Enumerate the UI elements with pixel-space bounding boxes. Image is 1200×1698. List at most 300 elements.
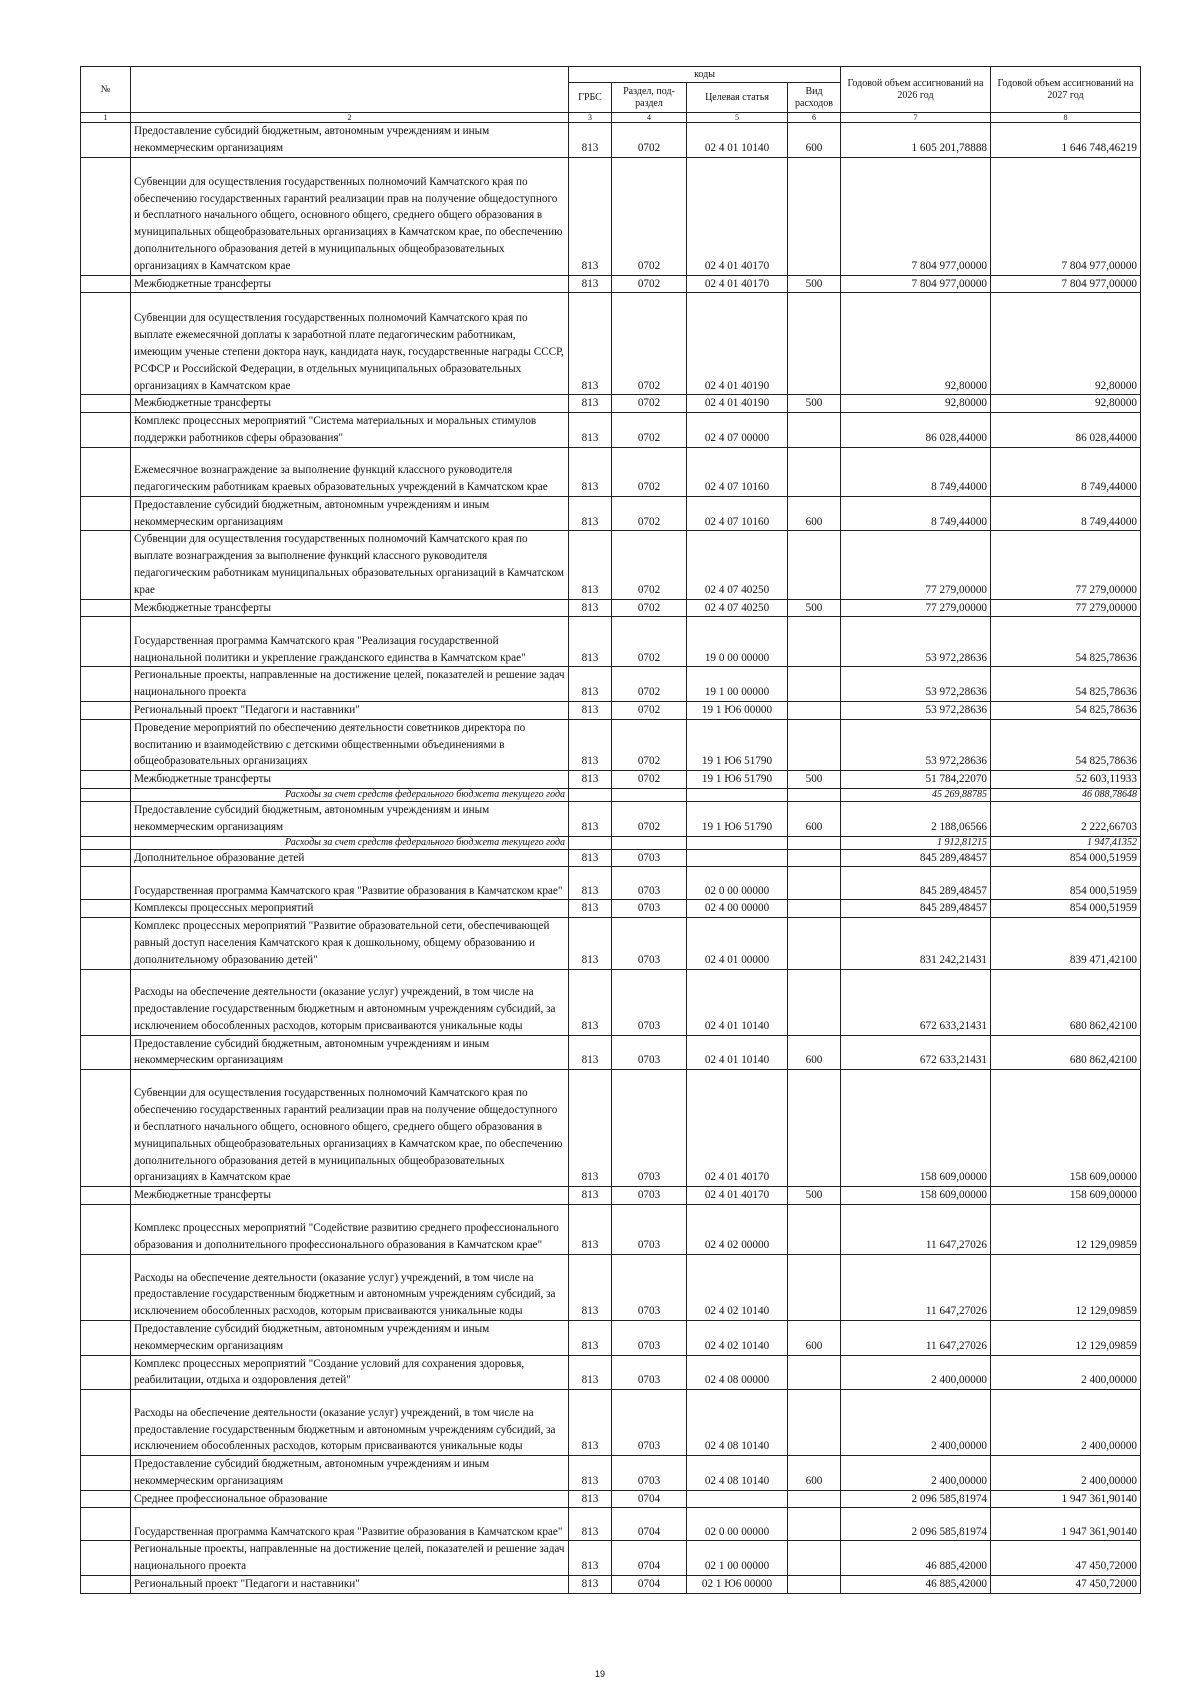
row-volume-2027: 1 947 361,90140 [991, 1508, 1141, 1541]
row-target-article: 02 4 01 00000 [687, 918, 788, 969]
row-grbs: 813 [569, 1254, 612, 1320]
row-expense-type [788, 1541, 841, 1576]
table-row-federal [81, 836, 1141, 849]
table-row-federal [81, 788, 1141, 801]
column-number: 2 [131, 113, 569, 123]
row-number [81, 1541, 131, 1576]
row-grbs: 813 [569, 1204, 612, 1254]
row-volume-2026: 831 242,21431 [841, 918, 991, 969]
row-expense-type [788, 447, 841, 496]
row-razdel: 0702 [612, 447, 687, 496]
row-target-article: 02 1 00 00000 [687, 1541, 788, 1576]
row-volume-2027: 1 947,41352 [991, 836, 1141, 849]
row-expense-type: 600 [788, 1035, 841, 1070]
row-volume-2026: 845 289,48457 [841, 900, 991, 918]
row-expense-type [788, 293, 841, 395]
row-expense-type [788, 969, 841, 1035]
row-volume-2027: 7 804 977,00000 [991, 157, 1141, 275]
table-row [81, 123, 1141, 158]
row-razdel: 0704 [612, 1541, 687, 1576]
row-razdel: 0702 [612, 293, 687, 395]
row-number [81, 867, 131, 900]
row-number [81, 1456, 131, 1491]
row-volume-2026: 845 289,48457 [841, 867, 991, 900]
row-name: Предоставление субсидий бюджетным, автономным учреждениям и иным некоммерческим организациям [131, 496, 569, 531]
row-volume-2026: 53 972,28636 [841, 719, 991, 770]
row-volume-2027: 54 825,78636 [991, 701, 1141, 719]
row-expense-type [788, 157, 841, 275]
row-number [81, 496, 131, 531]
row-expense-type: 600 [788, 801, 841, 836]
row-expense-type [788, 836, 841, 849]
row-target-article: 02 4 00 00000 [687, 900, 788, 918]
row-name: Субвенции для осуществления государственных полномочий Камчатского края по выплате вознаграждения за выполнение функций классного руководителя педагогическим работникам муниципальных образовательных организаций в Камчатском крае [131, 531, 569, 599]
row-volume-2027: 854 000,51959 [991, 900, 1141, 918]
row-target-article: 02 4 01 40190 [687, 293, 788, 395]
row-number [81, 395, 131, 413]
row-target-article: 19 1 Ю6 51790 [687, 719, 788, 770]
table-row [81, 1541, 1141, 1576]
row-name: Комплекс процессных мероприятий "Развитие образовательной сети, обеспечивающей равный доступ населения Камчатского края к дошкольному, общему образованию и дополнительному образованию детей" [131, 918, 569, 969]
row-grbs [569, 788, 612, 801]
row-volume-2027: 7 804 977,00000 [991, 275, 1141, 293]
row-volume-2026: 77 279,00000 [841, 599, 991, 617]
row-volume-2026: 7 804 977,00000 [841, 275, 991, 293]
row-grbs: 813 [569, 667, 612, 702]
row-target-article: 02 4 01 10140 [687, 123, 788, 158]
row-expense-type [788, 531, 841, 599]
row-volume-2026: 8 749,44000 [841, 496, 991, 531]
row-volume-2027: 2 400,00000 [991, 1355, 1141, 1390]
row-number [81, 849, 131, 867]
row-volume-2027: 54 825,78636 [991, 617, 1141, 667]
header-volume-2027: Годовой объем ассигнований на 2027 год [991, 67, 1141, 113]
budget-table [80, 66, 1141, 1594]
row-volume-2026: 92,80000 [841, 395, 991, 413]
row-grbs: 813 [569, 496, 612, 531]
row-expense-type: 500 [788, 599, 841, 617]
row-volume-2027: 77 279,00000 [991, 531, 1141, 599]
row-volume-2027: 1 646 748,46219 [991, 123, 1141, 158]
row-number [81, 1576, 131, 1594]
row-razdel: 0704 [612, 1576, 687, 1594]
row-volume-2026: 53 972,28636 [841, 667, 991, 702]
table-row [81, 413, 1141, 448]
row-volume-2027: 839 471,42100 [991, 918, 1141, 969]
row-volume-2026: 158 609,00000 [841, 1187, 991, 1205]
row-volume-2027: 854 000,51959 [991, 849, 1141, 867]
table-row [81, 1456, 1141, 1491]
header-grbs: ГРБС [569, 83, 612, 113]
row-target-article: 02 0 00 00000 [687, 1508, 788, 1541]
row-number [81, 918, 131, 969]
row-razdel: 0703 [612, 867, 687, 900]
row-grbs: 813 [569, 157, 612, 275]
row-grbs: 813 [569, 599, 612, 617]
row-target-article: 02 4 01 40170 [687, 157, 788, 275]
row-target-article: 02 4 08 10140 [687, 1390, 788, 1456]
table-row [81, 599, 1141, 617]
row-grbs: 813 [569, 801, 612, 836]
table-row [81, 701, 1141, 719]
row-target-article: 02 4 01 40170 [687, 1070, 788, 1187]
row-grbs: 813 [569, 275, 612, 293]
row-number [81, 599, 131, 617]
header-num: № [81, 67, 131, 113]
row-grbs: 813 [569, 719, 612, 770]
row-name: Расходы на обеспечение деятельности (оказание услуг) учреждений, в том числе на предоставление государственным бюджетным и автономным учреждениям субсидий, за исключением обособленных расходов, которым присваиваются уникальные коды [131, 1390, 569, 1456]
table-row [81, 1320, 1141, 1355]
row-razdel: 0703 [612, 1070, 687, 1187]
row-number [81, 293, 131, 395]
row-razdel: 0702 [612, 801, 687, 836]
row-grbs: 813 [569, 1456, 612, 1491]
row-grbs: 813 [569, 1390, 612, 1456]
row-expense-type [788, 1254, 841, 1320]
row-number [81, 1070, 131, 1187]
row-name: Предоставление субсидий бюджетным, автономным учреждениям и иным некоммерческим организациям [131, 801, 569, 836]
row-name: Расходы за счет средств федерального бюджета текущего года [131, 836, 569, 849]
row-expense-type [788, 413, 841, 448]
row-expense-type [788, 918, 841, 969]
row-expense-type: 500 [788, 1187, 841, 1205]
header-target-article: Целевая статья [687, 83, 788, 113]
row-grbs: 813 [569, 1576, 612, 1594]
table-row [81, 719, 1141, 770]
row-volume-2027: 92,80000 [991, 395, 1141, 413]
row-number [81, 413, 131, 448]
row-razdel: 0703 [612, 1204, 687, 1254]
row-grbs: 813 [569, 771, 612, 789]
row-name: Проведение мероприятий по обеспечению деятельности советников директора по воспитанию и взаимодействию с детскими общественными объединениями в общеобразовательных организациях [131, 719, 569, 770]
row-volume-2026: 86 028,44000 [841, 413, 991, 448]
row-target-article [687, 836, 788, 849]
row-grbs: 813 [569, 617, 612, 667]
row-volume-2026: 8 749,44000 [841, 447, 991, 496]
row-name: Субвенции для осуществления государственных полномочий Камчатского края по выплате ежемесячной доплаты к заработной плате педагогическим работникам, имеющим ученые степени доктора наук, кандидата наук, государственные награды СССР, РСФСР и Российской Федерации, в отдельных муниципальных образовательных организациях в Камчатском крае [131, 293, 569, 395]
row-number [81, 836, 131, 849]
row-target-article: 02 4 07 10160 [687, 447, 788, 496]
row-razdel: 0703 [612, 1390, 687, 1456]
row-name: Ежемесячное вознаграждение за выполнение функций классного руководителя педагогическим работникам краевых образовательных учреждений в Камчатском крае [131, 447, 569, 496]
table-row [81, 293, 1141, 395]
row-target-article: 02 4 02 10140 [687, 1254, 788, 1320]
row-volume-2027: 8 749,44000 [991, 496, 1141, 531]
table-row [81, 918, 1141, 969]
row-target-article [687, 1490, 788, 1508]
row-grbs: 813 [569, 395, 612, 413]
header-volume-2026: Годовой объем ассигнований на 2026 год [841, 67, 991, 113]
row-volume-2027: 46 088,78648 [991, 788, 1141, 801]
row-volume-2026: 92,80000 [841, 293, 991, 395]
row-volume-2026: 45 269,88785 [841, 788, 991, 801]
row-number [81, 900, 131, 918]
row-target-article: 02 4 01 40190 [687, 395, 788, 413]
row-razdel: 0703 [612, 900, 687, 918]
row-expense-type [788, 1355, 841, 1390]
row-number [81, 801, 131, 836]
row-target-article: 19 0 00 00000 [687, 617, 788, 667]
table-row [81, 667, 1141, 702]
row-volume-2026: 11 647,27026 [841, 1254, 991, 1320]
row-grbs: 813 [569, 1187, 612, 1205]
table-row [81, 447, 1141, 496]
row-expense-type [788, 849, 841, 867]
row-name: Комплекс процессных мероприятий "Система материальных и моральных стимулов поддержки работников сферы образования" [131, 413, 569, 448]
row-volume-2026: 2 400,00000 [841, 1390, 991, 1456]
table-row [81, 1204, 1141, 1254]
row-target-article: 19 1 00 00000 [687, 667, 788, 702]
row-volume-2027: 158 609,00000 [991, 1187, 1141, 1205]
row-target-article: 02 4 07 40250 [687, 531, 788, 599]
row-razdel: 0702 [612, 395, 687, 413]
column-number: 4 [612, 113, 687, 123]
row-name: Государственная программа Камчатского края "Реализация государственной национальной политики и укрепление гражданского единства в Камчатском крае" [131, 617, 569, 667]
row-name: Предоставление субсидий бюджетным, автономным учреждениям и иным некоммерческим организациям [131, 123, 569, 158]
row-razdel: 0703 [612, 1254, 687, 1320]
row-razdel: 0702 [612, 617, 687, 667]
table-row [81, 1355, 1141, 1390]
column-number: 6 [788, 113, 841, 123]
row-name: Межбюджетные трансферты [131, 275, 569, 293]
row-expense-type: 600 [788, 496, 841, 531]
row-expense-type: 600 [788, 1320, 841, 1355]
row-volume-2027: 12 129,09859 [991, 1320, 1141, 1355]
row-number [81, 1508, 131, 1541]
row-grbs: 813 [569, 1490, 612, 1508]
row-volume-2027: 8 749,44000 [991, 447, 1141, 496]
row-grbs: 813 [569, 1035, 612, 1070]
row-number [81, 667, 131, 702]
row-grbs: 813 [569, 1355, 612, 1390]
row-razdel [612, 836, 687, 849]
column-number: 7 [841, 113, 991, 123]
column-number: 1 [81, 113, 131, 123]
row-grbs: 813 [569, 900, 612, 918]
table-row [81, 496, 1141, 531]
row-name: Среднее профессиональное образование [131, 1490, 569, 1508]
row-number [81, 701, 131, 719]
row-target-article: 19 1 Ю6 00000 [687, 701, 788, 719]
row-razdel: 0703 [612, 849, 687, 867]
row-name: Расходы за счет средств федерального бюджета текущего года [131, 788, 569, 801]
row-razdel: 0702 [612, 701, 687, 719]
row-volume-2027: 680 862,42100 [991, 1035, 1141, 1070]
row-expense-type [788, 1204, 841, 1254]
row-grbs: 813 [569, 447, 612, 496]
row-razdel: 0702 [612, 667, 687, 702]
budget-table-container [80, 66, 1140, 1594]
row-razdel: 0703 [612, 1320, 687, 1355]
row-volume-2026: 53 972,28636 [841, 701, 991, 719]
row-razdel: 0702 [612, 771, 687, 789]
column-number: 8 [991, 113, 1141, 123]
row-target-article: 02 4 08 00000 [687, 1355, 788, 1390]
row-razdel: 0702 [612, 599, 687, 617]
table-row [81, 867, 1141, 900]
row-volume-2027: 47 450,72000 [991, 1541, 1141, 1576]
row-grbs: 813 [569, 531, 612, 599]
row-name: Субвенции для осуществления государственных полномочий Камчатского края по обеспечению государственных гарантий реализации прав на получение общедоступного и бесплатного начального общего, основного общего, среднего общего образования в муниципальных общеобразовательных организациях в Камчатском крае, по обеспечению дополнительного образования детей в муниципальных общеобразовательных организациях в Камчатском крае [131, 157, 569, 275]
row-number [81, 123, 131, 158]
row-volume-2027: 680 862,42100 [991, 969, 1141, 1035]
row-name: Региональный проект "Педагоги и наставники" [131, 1576, 569, 1594]
row-volume-2026: 2 096 585,81974 [841, 1508, 991, 1541]
row-volume-2027: 2 222,66703 [991, 801, 1141, 836]
row-name: Комплексы процессных мероприятий [131, 900, 569, 918]
row-name: Межбюджетные трансферты [131, 395, 569, 413]
row-name: Государственная программа Камчатского края "Развитие образования в Камчатском крае" [131, 1508, 569, 1541]
row-volume-2027: 12 129,09859 [991, 1204, 1141, 1254]
row-number [81, 1320, 131, 1355]
row-target-article: 02 4 01 10140 [687, 969, 788, 1035]
table-row [81, 531, 1141, 599]
row-razdel: 0702 [612, 157, 687, 275]
row-grbs: 813 [569, 1070, 612, 1187]
row-volume-2027: 47 450,72000 [991, 1576, 1141, 1594]
row-razdel: 0703 [612, 1035, 687, 1070]
row-number [81, 771, 131, 789]
row-volume-2026: 1 605 201,78888 [841, 123, 991, 158]
header-codes: коды [569, 67, 841, 83]
row-name: Региональные проекты, направленные на достижение целей, показателей и решение задач национального проекта [131, 1541, 569, 1576]
column-number: 5 [687, 113, 788, 123]
row-target-article: 02 4 02 00000 [687, 1204, 788, 1254]
row-number [81, 1254, 131, 1320]
row-volume-2027: 77 279,00000 [991, 599, 1141, 617]
page-number: 19 [594, 1669, 605, 1679]
row-razdel: 0702 [612, 123, 687, 158]
table-row [81, 1508, 1141, 1541]
row-grbs: 813 [569, 849, 612, 867]
row-name: Межбюджетные трансферты [131, 599, 569, 617]
row-volume-2026: 53 972,28636 [841, 617, 991, 667]
row-volume-2027: 2 400,00000 [991, 1456, 1141, 1491]
table-row [81, 1070, 1141, 1187]
row-expense-type [788, 667, 841, 702]
row-volume-2026: 7 804 977,00000 [841, 157, 991, 275]
row-razdel: 0702 [612, 719, 687, 770]
row-number [81, 157, 131, 275]
row-target-article: 02 4 01 40170 [687, 1187, 788, 1205]
row-expense-type [788, 719, 841, 770]
row-expense-type [788, 1576, 841, 1594]
row-number [81, 1390, 131, 1456]
row-number [81, 719, 131, 770]
row-expense-type: 500 [788, 395, 841, 413]
row-name: Предоставление субсидий бюджетным, автономным учреждениям и иным некоммерческим организациям [131, 1320, 569, 1355]
row-razdel: 0703 [612, 918, 687, 969]
row-number [81, 1355, 131, 1390]
row-volume-2027: 54 825,78636 [991, 719, 1141, 770]
row-razdel: 0703 [612, 1355, 687, 1390]
row-name: Расходы на обеспечение деятельности (оказание услуг) учреждений, в том числе на предоставление государственным бюджетным и автономным учреждениям субсидий, за исключением обособленных расходов, которым присваиваются уникальные коды [131, 969, 569, 1035]
table-body [81, 123, 1141, 1594]
table-row [81, 395, 1141, 413]
row-target-article: 02 4 07 10160 [687, 496, 788, 531]
row-name: Межбюджетные трансферты [131, 1187, 569, 1205]
table-row [81, 849, 1141, 867]
row-razdel: 0702 [612, 275, 687, 293]
row-number [81, 1490, 131, 1508]
table-row [81, 275, 1141, 293]
row-target-article: 19 1 Ю6 51790 [687, 801, 788, 836]
row-target-article: 02 0 00 00000 [687, 867, 788, 900]
row-expense-type [788, 701, 841, 719]
row-expense-type [788, 900, 841, 918]
row-number [81, 447, 131, 496]
row-target-article [687, 849, 788, 867]
row-target-article: 02 4 07 00000 [687, 413, 788, 448]
row-volume-2027: 86 028,44000 [991, 413, 1141, 448]
table-row [81, 1576, 1141, 1594]
row-target-article: 02 4 02 10140 [687, 1320, 788, 1355]
row-grbs: 813 [569, 413, 612, 448]
row-grbs: 813 [569, 293, 612, 395]
table-row [81, 1187, 1141, 1205]
row-expense-type: 500 [788, 275, 841, 293]
row-volume-2026: 845 289,48457 [841, 849, 991, 867]
row-volume-2026: 2 188,06566 [841, 801, 991, 836]
table-row [81, 801, 1141, 836]
row-volume-2027: 2 400,00000 [991, 1390, 1141, 1456]
row-expense-type [788, 1508, 841, 1541]
row-target-article: 02 1 Ю6 00000 [687, 1576, 788, 1594]
row-name: Предоставление субсидий бюджетным, автономным учреждениям и иным некоммерческим организациям [131, 1456, 569, 1491]
row-number [81, 1187, 131, 1205]
row-number [81, 969, 131, 1035]
row-number [81, 531, 131, 599]
row-volume-2027: 854 000,51959 [991, 867, 1141, 900]
row-target-article: 02 4 01 40170 [687, 275, 788, 293]
table-row [81, 900, 1141, 918]
row-volume-2027: 1 947 361,90140 [991, 1490, 1141, 1508]
row-razdel: 0704 [612, 1490, 687, 1508]
row-target-article: 02 4 08 10140 [687, 1456, 788, 1491]
table-row [81, 1254, 1141, 1320]
row-name: Расходы на обеспечение деятельности (оказание услуг) учреждений, в том числе на предоставление государственным бюджетным и автономным учреждениям субсидий, за исключением обособленных расходов, которым присваиваются уникальные коды [131, 1254, 569, 1320]
table-row [81, 771, 1141, 789]
row-name: Комплекс процессных мероприятий "Создание условий для сохранения здоровья, реабилитации, отдыха и оздоровления детей" [131, 1355, 569, 1390]
row-razdel: 0702 [612, 531, 687, 599]
row-number [81, 788, 131, 801]
row-expense-type: 600 [788, 123, 841, 158]
row-expense-type [788, 788, 841, 801]
row-volume-2026: 2 400,00000 [841, 1355, 991, 1390]
row-name: Субвенции для осуществления государственных полномочий Камчатского края по обеспечению государственных гарантий реализации прав на получение общедоступного и бесплатного начального общего, основного общего, среднего общего образования в муниципальных общеобразовательных организациях в Камчатском крае, по обеспечению дополнительного образования детей в муниципальных общеобразовательных организациях в Камчатском крае [131, 1070, 569, 1187]
row-grbs: 813 [569, 1320, 612, 1355]
row-volume-2026: 2 096 585,81974 [841, 1490, 991, 1508]
row-razdel [612, 788, 687, 801]
row-razdel: 0704 [612, 1508, 687, 1541]
row-name: Региональный проект "Педагоги и наставники" [131, 701, 569, 719]
table-row [81, 617, 1141, 667]
row-volume-2026: 46 885,42000 [841, 1541, 991, 1576]
header-expense-type: Вид расходов [788, 83, 841, 113]
row-volume-2026: 672 633,21431 [841, 1035, 991, 1070]
row-razdel: 0703 [612, 969, 687, 1035]
row-grbs: 813 [569, 123, 612, 158]
row-expense-type [788, 1390, 841, 1456]
row-volume-2027: 12 129,09859 [991, 1254, 1141, 1320]
row-name: Государственная программа Камчатского края "Развитие образования в Камчатском крае" [131, 867, 569, 900]
table-row [81, 1390, 1141, 1456]
row-target-article: 02 4 07 40250 [687, 599, 788, 617]
row-volume-2026: 77 279,00000 [841, 531, 991, 599]
table-row [81, 969, 1141, 1035]
row-grbs: 813 [569, 969, 612, 1035]
row-volume-2027: 92,80000 [991, 293, 1141, 395]
